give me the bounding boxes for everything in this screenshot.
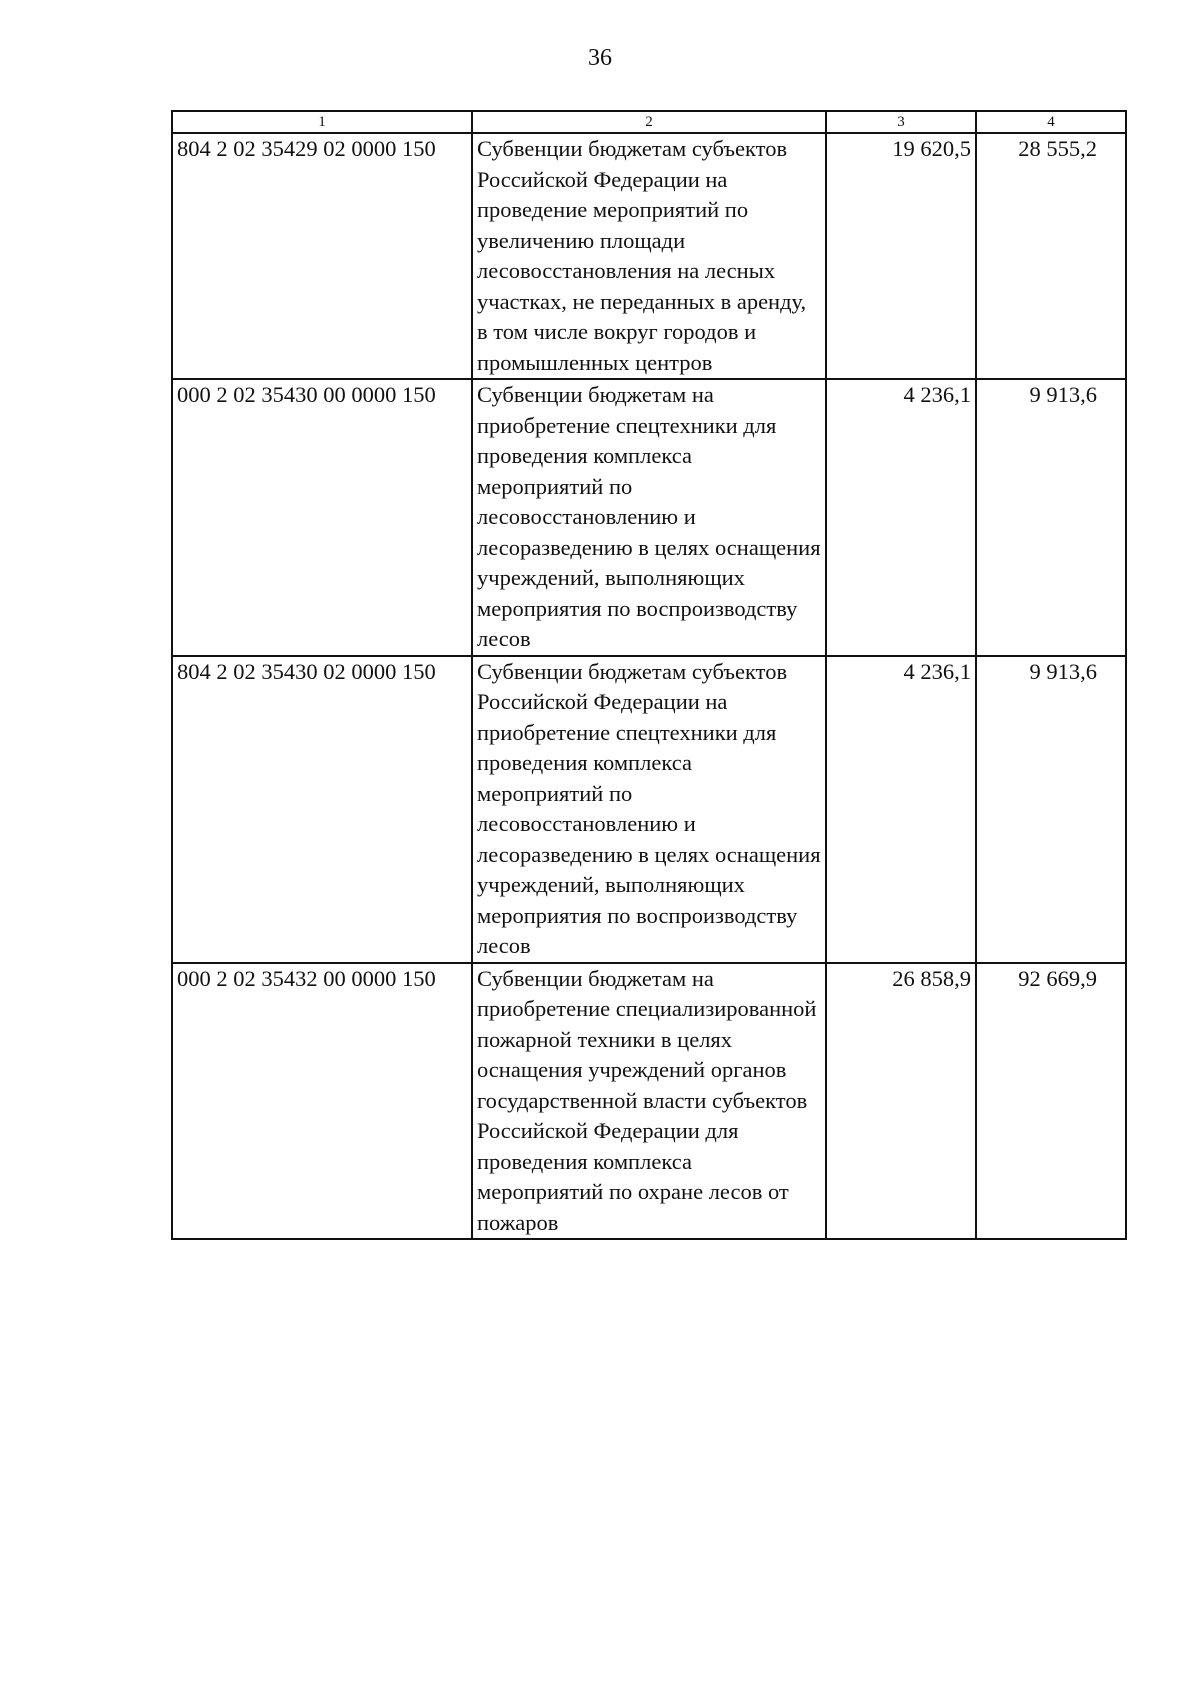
budget-code: 000 2 02 35430 00 0000 150	[172, 379, 472, 656]
amount-col-3: 19 620,5	[826, 133, 976, 379]
row-description: Субвенции бюджетам на приобретение специализированной пожарной техники в целях оснащения учреждений органов государственной власти субъектов Российской Федерации для проведения комплекса мероприятий по охране лесов от пожаров	[472, 963, 826, 1240]
row-description: Субвенции бюджетам на приобретение спецтехники для проведения комплекса мероприятий по лесовосстановлению и лесоразведению в целях оснащения учреждений, выполняющих мероприятия по воспроизводству лесов	[472, 379, 826, 656]
table-row	[172, 656, 1126, 963]
page-number: 36	[588, 45, 612, 71]
table-header	[172, 111, 1126, 133]
table-row	[172, 379, 1126, 656]
row-description: Субвенции бюджетам субъектов Российской Федерации на приобретение спецтехники для проведения комплекса мероприятий по лесовосстановлению и лесоразведению в целях оснащения учреждений, выполняющих мероприятия по воспроизводству лесов	[472, 656, 826, 963]
amount-col-4: 28 555,2	[976, 133, 1126, 379]
amount-col-3: 26 858,9	[826, 963, 976, 1240]
row-description: Субвенции бюджетам субъектов Российской Федерации на проведение мероприятий по увеличению площади лесовосстановления на лесных участках, не переданных в аренду, в том числе вокруг городов и промышленных центров	[472, 133, 826, 379]
amount-col-3: 4 236,1	[826, 656, 976, 963]
budget-code: 804 2 02 35430 02 0000 150	[172, 656, 472, 963]
header-col-3: 3	[826, 111, 976, 133]
header-col-1: 1	[172, 111, 472, 133]
header-row	[172, 111, 1126, 133]
amount-col-4: 9 913,6	[976, 656, 1126, 963]
table-body	[172, 133, 1126, 1239]
header-col-4: 4	[976, 111, 1126, 133]
table-row	[172, 133, 1126, 379]
budget-table	[171, 110, 1127, 1240]
amount-col-4: 92 669,9	[976, 963, 1126, 1240]
amount-col-3: 4 236,1	[826, 379, 976, 656]
budget-code: 804 2 02 35429 02 0000 150	[172, 133, 472, 379]
table-row	[172, 963, 1126, 1240]
budget-code: 000 2 02 35432 00 0000 150	[172, 963, 472, 1240]
header-col-2: 2	[472, 111, 826, 133]
amount-col-4: 9 913,6	[976, 379, 1126, 656]
